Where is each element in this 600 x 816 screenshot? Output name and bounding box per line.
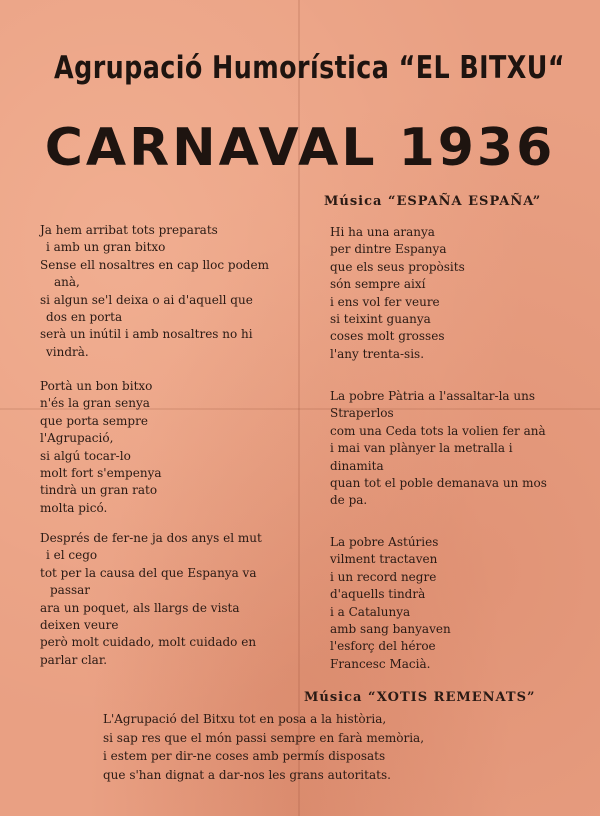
verse-line: Francesc Macià. [330, 656, 431, 671]
left-stanza-3 [40, 530, 285, 669]
verse-line: si algú tocar-lo [40, 448, 131, 463]
verse-line: de pa. [330, 493, 368, 508]
verse-line: quan tot el poble demanava un mos [330, 475, 547, 490]
verse-line: parlar clar. [40, 652, 108, 667]
verse-line: com una Ceda tots la volien fer anà [330, 423, 546, 438]
verse-line: vindrà. [46, 344, 89, 359]
right-stanza-3 [330, 534, 570, 673]
verse-line: que els seus propòsits [330, 259, 465, 274]
verse-line: que porta sempre [40, 413, 148, 428]
verse-line: tot per la causa del que Espanya va [40, 565, 257, 580]
verse-line: d'aquells tindrà [330, 587, 426, 602]
verse-line: i ens vol fer veure [330, 294, 440, 309]
verse-line: dos en porta [46, 309, 123, 324]
verse-line: vilment tractaven [330, 552, 438, 567]
right-stanza-2 [330, 388, 570, 510]
verse-line: si algun se'l deixa o ai d'aquell que [40, 292, 253, 307]
verse-line: Straperlos [330, 406, 394, 421]
verse-line: però molt cuidado, molt cuidado en [40, 635, 257, 650]
closing-stanza [103, 710, 424, 784]
page-title: CARNAVAL 1936 [44, 118, 556, 178]
verse-line: dinamita [330, 458, 384, 473]
verse-line: L'Agrupació del Bitxu tot en posa a la història, [103, 712, 387, 726]
left-stanza-2 [40, 378, 285, 517]
verse-line: coses molt grosses [330, 329, 445, 344]
verse-line: molt fort s'empenya [40, 465, 162, 480]
verse-line: l'any trenta-sis. [330, 346, 425, 361]
verse-line: i un record negre [330, 569, 437, 584]
verse-line: anà, [54, 275, 80, 290]
verse-line: amb sang banyaven [330, 621, 451, 636]
verse-line: tindrà un gran rato [40, 483, 158, 498]
verse-line: Després de fer-ne ja dos anys el mut [40, 531, 262, 545]
verse-line: Sense ell nosaltres en cap lloc podem [40, 257, 269, 272]
verse-line: Portà un bon bitxo [40, 379, 153, 393]
verse-line: són sempre així [330, 277, 426, 292]
music-label-song2: Música “XOTIS REMENATS” [304, 690, 536, 705]
verse-line: i a Catalunya [330, 604, 411, 619]
verse-line: per dintre Espanya [330, 242, 447, 257]
verse-line: passar [50, 583, 91, 598]
verse-line: serà un inútil i amb nosaltres no hi [40, 327, 253, 342]
verse-line: Ja hem arribat tots preparats [40, 223, 218, 237]
verse-line: i el cego [46, 548, 98, 563]
verse-line: que s'han dignat a dar-nos les grans autoritats. [103, 767, 391, 782]
left-stanza-1 [40, 222, 285, 361]
verse-line: l'esforç del héroe [330, 639, 436, 654]
verse-line: La pobre Pàtria a l'assaltar-la uns [330, 389, 535, 403]
verse-line: si teixint guanya [330, 311, 431, 326]
verse-line: deixen veure [40, 617, 119, 632]
verse-line: molta picó. [40, 500, 108, 515]
right-stanza-1 [330, 224, 570, 363]
verse-line: l'Agrupació, [40, 431, 114, 446]
verse-line: si sap res que el món passi sempre en farà memòria, [103, 730, 425, 745]
verse-line: ara un poquet, als llargs de vista [40, 600, 240, 615]
verse-line: n'és la gran senya [40, 396, 150, 411]
organization-heading: Agrupació Humorística “EL BITXU“ [54, 50, 565, 86]
verse-line: i mai van plànyer la metralla i [330, 441, 513, 456]
verse-line: Hi ha una aranya [330, 225, 435, 239]
verse-line: La pobre Astúries [330, 535, 439, 549]
verse-line: i amb un gran bitxo [46, 240, 166, 255]
music-label-song1: Música “ESPAÑA ESPAÑA” [324, 194, 542, 209]
verse-line: i estem per dir-ne coses amb permís disposats [103, 749, 386, 763]
